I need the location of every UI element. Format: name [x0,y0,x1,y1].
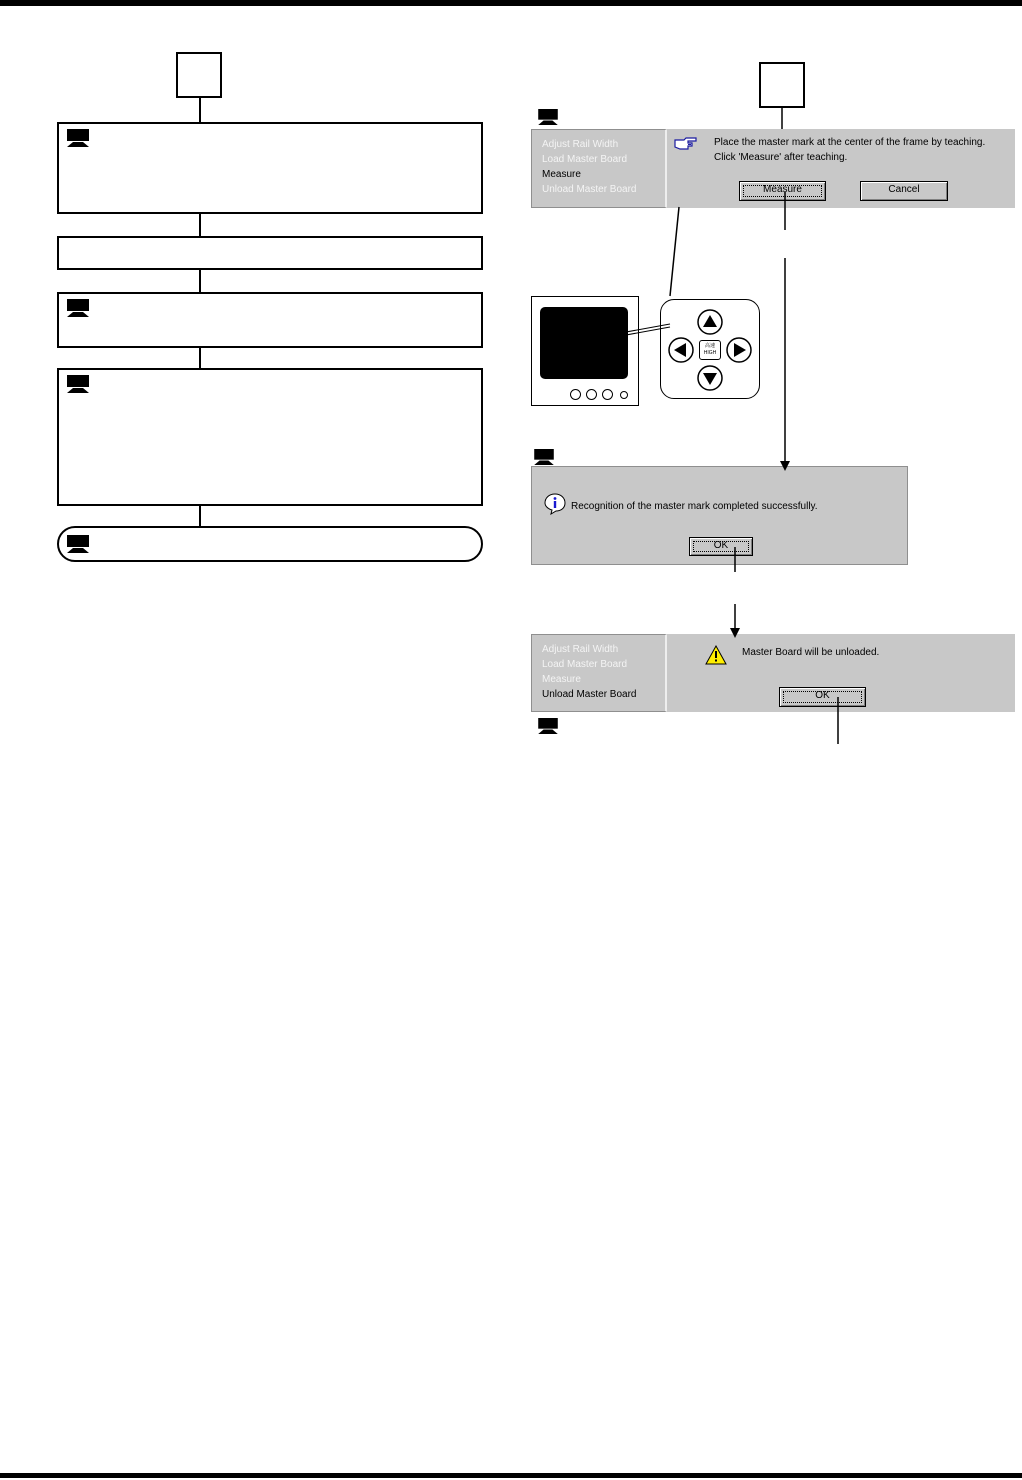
measure-dialog [531,129,1015,208]
monitor-icon [538,109,558,125]
flow-step-1 [57,122,483,214]
menu-item-unload-master-board: Unload Master Board [542,689,637,700]
warning-icon [705,645,727,665]
recognition-message: Recognition of the master mark completed successfully. [571,501,818,512]
monitor-knob [602,389,613,400]
flow-start-box [176,52,222,98]
monitor-screen [540,307,628,379]
process-menu [531,129,667,208]
menu-item-unload-master-board: Unload Master Board [542,184,637,195]
menu-item-measure: Measure [542,169,581,180]
ok-button[interactable]: OK [779,687,866,707]
monitor-icon [67,375,89,393]
monitor-icon [538,718,558,734]
flow-step-4 [57,368,483,506]
info-icon [544,493,566,515]
arrow-right-icon[interactable] [729,340,749,360]
top-rule [0,0,1022,6]
flow-connector [199,270,201,292]
unload-message: Master Board will be unloaded. [742,647,880,658]
menu-item-load-master-board: Load Master Board [542,154,628,165]
arrow-up-icon[interactable] [700,312,720,332]
ok-button[interactable]: OK [689,537,753,556]
flow-connector [199,98,201,122]
monitor-knob [570,389,581,400]
monitor-icon [67,129,89,147]
menu-item-measure: Measure [542,674,581,685]
measure-instruction-line-1: Place the master mark at the center of the frame by teaching. [714,137,986,148]
monitor-power-button [620,391,628,399]
measure-button[interactable]: Measure [739,181,826,201]
flow-end-terminal [57,526,483,562]
flow-connector [199,506,201,526]
measure-instruction-line-2: Click 'Measure' after teaching. [714,152,848,163]
menu-item-adjust-rail-width: Adjust Rail Width [542,139,619,150]
flow-step-2 [57,236,483,270]
monitor-knob [586,389,597,400]
pointing-hand-icon [674,137,698,151]
connector-box [759,62,805,108]
bottom-rule [0,1473,1022,1478]
arrow-down-icon[interactable] [700,368,720,388]
flow-connector [199,214,201,236]
menu-item-load-master-board: Load Master Board [542,659,628,670]
monitor-icon [67,535,89,553]
camera-monitor [531,296,639,406]
flow-connector [199,348,201,368]
process-menu [531,634,667,712]
flow-step-3 [57,292,483,348]
unload-dialog [531,634,1015,712]
monitor-icon [67,299,89,317]
menu-item-adjust-rail-width: Adjust Rail Width [542,644,619,655]
high-speed-button[interactable]: 高速 HIGH [699,340,721,360]
cancel-button[interactable]: Cancel [860,181,948,201]
monitor-icon [534,449,554,465]
control-pad [660,299,760,399]
recognition-dialog [531,466,908,565]
arrow-left-icon[interactable] [671,340,691,360]
